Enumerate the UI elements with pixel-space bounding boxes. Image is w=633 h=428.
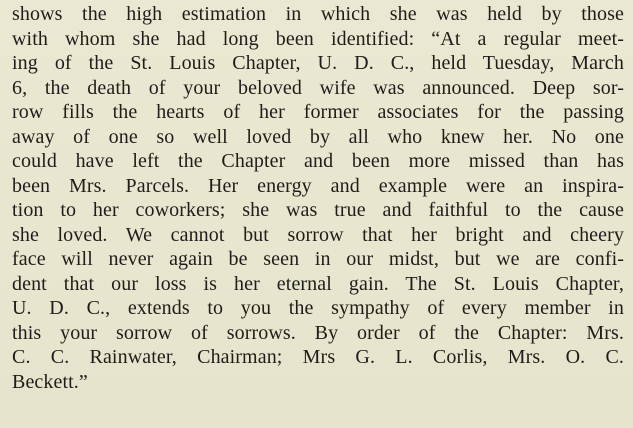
text-line: 6, the death of your beloved wife was announced. Deep sor- (12, 76, 624, 99)
text-line: away of one so well loved by all who knew her. No one (12, 125, 624, 148)
text-line-final: Beckett.” (12, 370, 88, 393)
text-line: dent that our loss is her eternal gain. The St. Louis Chapter, (12, 272, 624, 295)
text-line: been Mrs. Parcels. Her energy and example were an inspira- (12, 174, 624, 197)
text-line: C. C. Rainwater, Chairman; Mrs G. L. Corlis, Mrs. O. C. (12, 346, 624, 368)
text-line: tion to her coworkers; she was true and faithful to the cause (12, 199, 624, 221)
body-paragraph (12, 2, 624, 394)
text-line: U. D. C., extends to you the sympathy of every member in (12, 297, 624, 319)
text-line: with whom she had long been identified: “At a regular meet- (12, 27, 624, 50)
text-line: she loved. We cannot but sorrow that her bright and cheery (12, 223, 624, 246)
text-line: shows the high estimation in which she was held by those (12, 3, 624, 25)
text-line: this your sorrow of sorrows. By order of the Chapter: Mrs. (12, 321, 624, 344)
text-line: face will never again be seen in our midst, but we are confi- (12, 248, 624, 270)
text-line: row fills the hearts of her former associates for the passing (12, 101, 624, 123)
text-line: ing of the St. Louis Chapter, U. D. C., held Tuesday, March (12, 52, 624, 74)
text-line: could have left the Chapter and been more missed than has (12, 150, 624, 172)
